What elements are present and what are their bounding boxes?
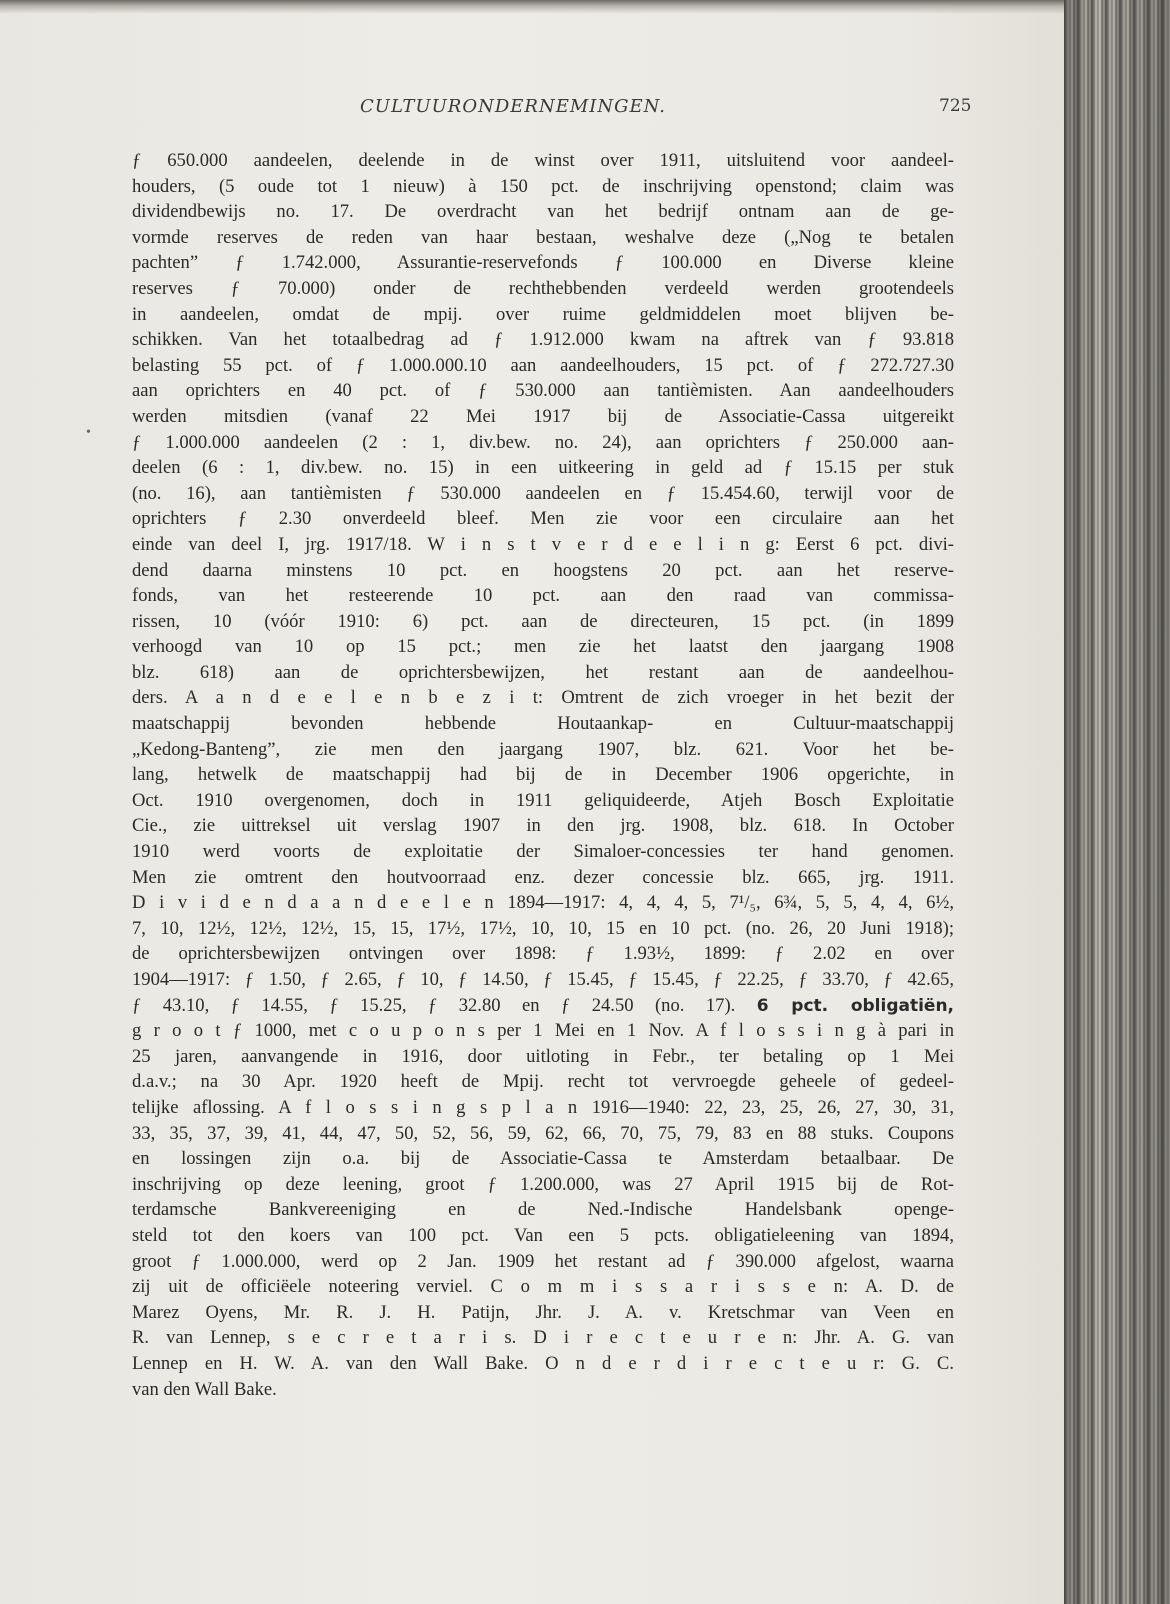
text-line: 1904—1917: ƒ 1.50, ƒ 2.65, ƒ 10, ƒ 14.50, ƒ 15.45, ƒ 15.45, ƒ 22.25, ƒ 33.70, ƒ 42.65, [132, 969, 954, 990]
text-line: einde van deel I, jrg. 1917/18. W i n s t v e r d e e l i n g: Eerst 6 pct. divi- [132, 533, 954, 555]
text-line: reserves ƒ 70.000) onder de rechthebbenden verdeeld werden grootendeels [132, 277, 954, 299]
text-line: inschrijving op deze leening, groot ƒ 1.200.000, was 27 April 1915 bij de Rot- [132, 1173, 954, 1195]
text-line: g r o o t ƒ 1000, met c o u p o n s per 1 Mei en 1 Nov. A f l o s s i n g à pari in [132, 1020, 954, 1042]
text-line: blz. 618) aan de oprichtersbewijzen, het restant aan de aandeelhou- [132, 661, 954, 683]
text-line: (no. 16), aan tantièmisten ƒ 530.000 aandeelen en ƒ 15.454.60, terwijl voor de [132, 482, 954, 504]
bold-heading-obligations: 6 pct. obligatiën, [756, 995, 955, 1016]
text-line: „Kedong-Banteng”, zie men den jaargang 1907, blz. 621. Voor het be- [132, 738, 954, 760]
text-line: ders. A a n d e e l e n b e z i t: Omtrent de zich vroeger in het bezit der [132, 687, 954, 709]
text-line: fonds, van het resteerende 10 pct. aan den raad van commissa- [132, 585, 954, 607]
text-line: aan oprichters en 40 pct. of ƒ 530.000 aan tantièmisten. Aan aandeelhouders [132, 380, 954, 402]
text-line: 7, 10, 12½, 12½, 12½, 15, 15, 17½, 17½, 10, 10, 15 en 10 pct. (no. 26, 20 Juni 1918); [132, 917, 954, 939]
text-line: 33, 35, 37, 39, 41, 44, 47, 50, 52, 56, 59, 62, 66, 70, 75, 79, 83 en 88 stuks. Coupons [132, 1122, 954, 1144]
text-line: deelen (6 : 1, div.bew. no. 15) in een uitkeering in geld ad ƒ 15.15 per stuk [132, 457, 954, 479]
running-title: CULTUURONDERNEMINGEN. [360, 96, 666, 117]
text-line: maatschappij bevonden hebbende Houtaankap- en Cultuur-maatschappij [132, 713, 954, 735]
text-line: Men zie omtrent den houtvoorraad enz. dezer concessie blz. 665, jrg. 1911. [132, 866, 954, 888]
text-line: lang, hetwelk de maatschappij had bij de in December 1906 opgerichte, in [132, 764, 954, 786]
text-line: ƒ 650.000 aandeelen, deelende in de winst over 1911, uitsluitend voor aandeel- [132, 150, 954, 171]
text-line: Oct. 1910 overgenomen, doch in 1911 geliquideerde, Atjeh Bosch Exploitatie [132, 789, 954, 811]
page-top-shadow [0, 0, 1064, 14]
body-text [132, 148, 954, 1402]
text-line: 25 jaren, aanvangende in 1916, door uitloting in Febr., ter betaling op 1 Mei [132, 1045, 954, 1067]
text-line: rissen, 10 (vóór 1910: 6) pct. aan de directeuren, 15 pct. (in 1899 [132, 610, 954, 632]
text-line: van den Wall Bake. [132, 1378, 277, 1400]
text-line: belasting 55 pct. of ƒ 1.000.000.10 aan aandeelhouders, 15 pct. of ƒ 272.727.30 [132, 354, 954, 376]
text-line: de oprichtersbewijzen ontvingen over 1898: ƒ 1.93½, 1899: ƒ 2.02 en over [132, 943, 954, 965]
page-number: 725 [939, 96, 972, 116]
text-line: schikken. Van het totaalbedrag ad ƒ 1.912.000 kwam na aftrek van ƒ 93.818 [132, 329, 954, 351]
text-line: dividendbewijs no. 17. De overdracht van het bedrijf ontnam aan de ge- [132, 201, 954, 223]
text-line: verhoogd van 10 op 15 pct.; men zie het laatst den jaargang 1908 [132, 636, 954, 658]
text-line: D i v i d e n d a a n d e e l e n 1894—1917: 4, 4, 4, 5, 7¹/₅, 6¾, 5, 5, 4, 4, 6½, [132, 892, 954, 914]
text-line: en lossingen zijn o.a. bij de Associatie-Cassa te Amsterdam betaalbaar. De [132, 1148, 954, 1170]
text-line: R. van Lennep, s e c r e t a r i s. D i r e c t e u r e n: Jhr. A. G. van [132, 1327, 954, 1349]
text-line: dend daarna minstens 10 pct. en hoogstens 20 pct. aan het reserve- [132, 559, 954, 581]
text-line: houders, (5 oude tot 1 nieuw) à 150 pct. de inschrijving openstond; claim was [132, 175, 954, 197]
margin-mark: • [86, 425, 91, 440]
text-line: Cie., zie uittreksel uit verslag 1907 in den jrg. 1908, blz. 618. In October [132, 815, 954, 837]
text-line: pachten” ƒ 1.742.000, Assurantie-reservefonds ƒ 100.000 en Diverse kleine [132, 252, 954, 274]
text-line: oprichters ƒ 2.30 onverdeeld bleef. Men zie voor een circulaire aan het [132, 508, 954, 530]
text-line: 1910 werd voorts de exploitatie der Simaloer-concessies ter hand genomen. [132, 841, 954, 863]
text-line: zij uit de officiëele noteering verviel. C o m m i s s a r i s s e n: A. D. de [132, 1276, 954, 1298]
text-line-with-bold [132, 993, 954, 1019]
binding-shadow [1064, 0, 1170, 1604]
text-line: Lennep en H. W. A. van den Wall Bake. O n d e r d i r e c t e u r: G. C. [132, 1352, 954, 1374]
text-line: in aandeelen, omdat de mpij. over ruime geldmiddelen moet blijven be- [132, 303, 954, 325]
text-line: terdamsche Bankvereeniging en de Ned.-Indische Handelsbank openge- [132, 1199, 954, 1221]
text-line: werden mitsdien (vanaf 22 Mei 1917 bij de Associatie-Cassa uitgereikt [132, 405, 954, 427]
text-line: vormde reserves de reden van haar bestaan, weshalve deze („Nog te betalen [132, 226, 954, 248]
text-line: Marez Oyens, Mr. R. J. H. Patijn, Jhr. J. A. v. Kretschmar van Veen en [132, 1301, 954, 1323]
text-segment: ƒ 43.10, ƒ 14.55, ƒ 15.25, ƒ 32.80 en ƒ 24.50 (no. 17). [132, 994, 736, 1016]
text-line: ƒ 1.000.000 aandeelen (2 : 1, div.bew. no. 24), aan oprichters ƒ 250.000 aan- [132, 431, 954, 453]
text-line: groot ƒ 1.000.000, werd op 2 Jan. 1909 het restant ad ƒ 390.000 afgelost, waarna [132, 1250, 954, 1272]
text-line: d.a.v.; na 30 Apr. 1920 heeft de Mpij. recht tot vervroegde geheele of gedeel- [132, 1071, 954, 1093]
text-line: telijke aflossing. A f l o s s i n g s p l a n 1916—1940: 22, 23, 25, 26, 27, 30, 31, [132, 1096, 954, 1118]
text-line: steld tot den koers van 100 pct. Van een 5 pcts. obligatieleening van 1894, [132, 1224, 954, 1246]
